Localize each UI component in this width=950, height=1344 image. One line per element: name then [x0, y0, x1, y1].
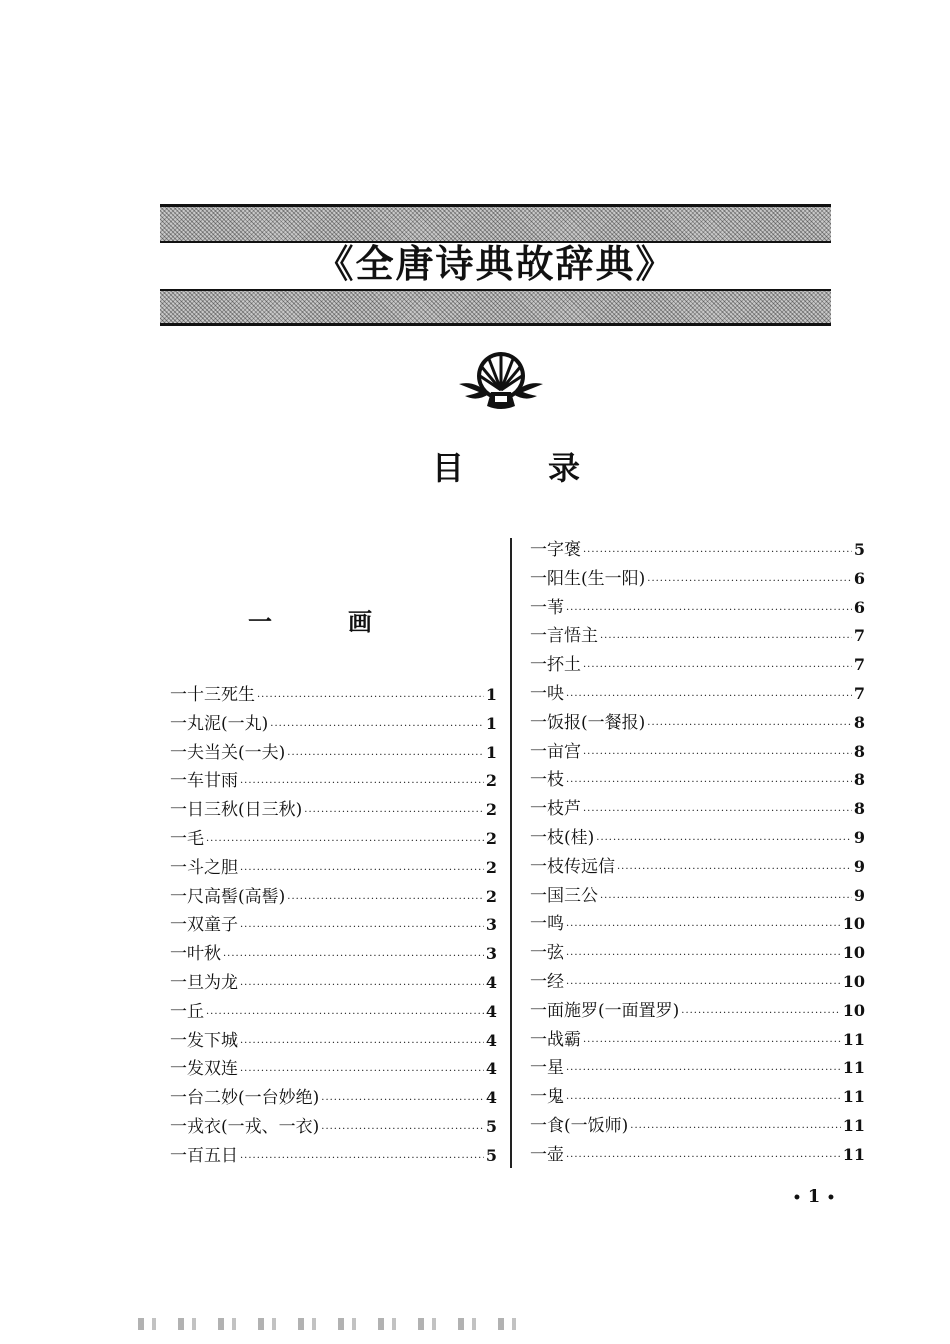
column-divider — [510, 538, 512, 1168]
toc-entry[interactable] — [170, 825, 497, 854]
entry-term: 一经 — [530, 971, 564, 992]
entry-term: 一夫当关(一夫) — [170, 742, 286, 763]
toc-entry[interactable] — [530, 651, 865, 680]
toc-entry[interactable] — [170, 1113, 497, 1142]
entry-page: 4 — [485, 972, 497, 992]
scan-artifact — [138, 1318, 518, 1330]
entry-term: 一面施罗(一面置罗) — [530, 1000, 680, 1021]
entry-page: 11 — [842, 1058, 865, 1078]
toc-entry[interactable] — [170, 911, 497, 940]
toc-entry[interactable] — [530, 1112, 865, 1141]
toc-entry[interactable] — [170, 796, 497, 825]
entry-page: 3 — [485, 944, 497, 964]
entry-term: 一毛 — [170, 828, 204, 849]
toc-entry[interactable] — [530, 882, 865, 911]
entry-term: 一台二妙(一台妙绝) — [170, 1088, 320, 1109]
entry-term: 一饭报(一餐报) — [530, 712, 646, 733]
entry-page: 9 — [853, 885, 865, 905]
toc-entry[interactable] — [530, 853, 865, 882]
toc-entry[interactable] — [530, 795, 865, 824]
toc-entry[interactable] — [530, 536, 865, 565]
toc-entry[interactable] — [170, 998, 497, 1027]
toc-column-right — [530, 536, 865, 1170]
entry-page: 1 — [485, 713, 497, 733]
entry-term: 一日三秋(日三秋) — [170, 800, 303, 821]
entry-page: 4 — [485, 1030, 497, 1050]
toc-entry[interactable] — [530, 594, 865, 623]
section-heading-one-stroke — [248, 604, 388, 640]
entry-page: 9 — [853, 856, 865, 876]
entry-page: 7 — [853, 626, 865, 646]
entry-term: 一星 — [530, 1058, 564, 1079]
toc-entry[interactable] — [530, 824, 865, 853]
entry-term: 一鸣 — [530, 914, 564, 935]
entry-page: 11 — [842, 1029, 865, 1049]
entry-page: 5 — [485, 1116, 497, 1136]
toc-entry[interactable] — [530, 766, 865, 795]
toc-heading-char-2: 录 — [548, 449, 581, 487]
entry-term: 一吷 — [530, 683, 564, 704]
entry-page: 10 — [842, 1000, 865, 1020]
toc-entry[interactable] — [170, 710, 497, 739]
entry-page: 7 — [853, 683, 865, 703]
title-band-top — [160, 204, 831, 243]
folio-bullet-left: • — [792, 1190, 802, 1206]
toc-entry[interactable] — [530, 997, 865, 1026]
entry-term: 一十三死生 — [170, 685, 255, 705]
entry-term: 一丸泥(一丸) — [170, 713, 269, 734]
toc-entry[interactable] — [170, 883, 497, 912]
entry-page: 7 — [853, 655, 865, 675]
entry-term: 一国三公 — [530, 885, 598, 906]
toc-entry[interactable] — [530, 939, 865, 968]
entry-term: 一苇 — [530, 597, 564, 618]
entry-page: 11 — [842, 1144, 865, 1164]
entry-term: 一发下城 — [170, 1030, 238, 1051]
toc-entry[interactable] — [170, 1055, 497, 1084]
toc-entry[interactable] — [170, 969, 497, 998]
entry-page: 3 — [485, 915, 497, 935]
toc-entry[interactable] — [170, 940, 497, 969]
entry-term: 一枝 — [530, 770, 564, 791]
entry-page: 11 — [842, 1087, 865, 1107]
entry-page: 4 — [485, 1059, 497, 1079]
toc-entry[interactable] — [530, 565, 865, 594]
entry-page: 10 — [842, 914, 865, 934]
entry-page: 4 — [485, 1001, 497, 1021]
toc-column-left — [170, 681, 497, 1171]
entry-page: 5 — [485, 1145, 497, 1165]
entry-page: 8 — [853, 799, 865, 819]
entry-page: 6 — [853, 568, 865, 588]
toc-entry[interactable] — [530, 738, 865, 767]
entry-term: 一食(一饭师) — [530, 1115, 629, 1136]
toc-entry[interactable] — [170, 1027, 497, 1056]
entry-term: 一阳生(生一阳) — [530, 568, 646, 589]
entry-term: 一戎衣(一戎、一衣) — [170, 1116, 320, 1137]
entry-term: 一壶 — [530, 1144, 564, 1165]
page-number — [786, 1184, 842, 1210]
entry-page: 1 — [485, 685, 497, 704]
entry-term: 一斗之胆 — [170, 857, 238, 878]
toc-entry[interactable] — [170, 739, 497, 768]
entry-term: 一弦 — [530, 943, 564, 964]
toc-entry[interactable] — [530, 709, 865, 738]
book-title: 《全唐诗典故辞典》 — [315, 241, 676, 286]
section-heading-char-2: 画 — [348, 607, 372, 636]
toc-entry[interactable] — [170, 681, 497, 710]
entry-page: 8 — [853, 712, 865, 732]
entry-term: 一发双连 — [170, 1059, 238, 1080]
toc-entry[interactable] — [530, 1083, 865, 1112]
entry-page: 2 — [485, 771, 497, 791]
toc-entry[interactable] — [530, 622, 865, 651]
entry-page: 6 — [853, 597, 865, 617]
entry-term: 一战霸 — [530, 1029, 581, 1050]
toc-entry[interactable] — [530, 680, 865, 709]
entry-page: 5 — [853, 540, 865, 559]
entry-term: 一叶秋 — [170, 944, 221, 965]
entry-page: 2 — [485, 857, 497, 877]
entry-page: 8 — [853, 741, 865, 761]
toc-entry[interactable] — [530, 1026, 865, 1055]
page-number-value: 1 — [807, 1186, 821, 1207]
entry-page: 10 — [842, 971, 865, 991]
toc-entry[interactable] — [530, 1141, 865, 1170]
entry-page: 1 — [485, 742, 497, 762]
toc-entry[interactable] — [530, 910, 865, 939]
entry-term: 一抔土 — [530, 655, 581, 676]
title-band-bottom — [160, 289, 831, 326]
entry-term: 一双童子 — [170, 915, 238, 936]
entry-term: 一鬼 — [530, 1087, 564, 1108]
entry-term: 一字褒 — [530, 540, 581, 560]
section-heading-char-1: 一 — [248, 607, 272, 636]
entry-term: 一尺高髻(高髻) — [170, 886, 286, 907]
entry-page: 11 — [842, 1115, 865, 1135]
toc-entry[interactable] — [530, 968, 865, 997]
entry-page: 2 — [485, 886, 497, 906]
entry-term: 一枝传远信 — [530, 856, 615, 877]
toc-heading — [432, 446, 592, 490]
toc-entry[interactable] — [530, 1054, 865, 1083]
toc-entry[interactable] — [170, 854, 497, 883]
floral-ornament-icon — [455, 346, 547, 414]
folio-bullet-right: • — [826, 1190, 836, 1206]
toc-entry[interactable] — [170, 1142, 497, 1171]
entry-term: 一百五日 — [170, 1145, 238, 1166]
entry-page: 2 — [485, 828, 497, 848]
entry-page: 10 — [842, 943, 865, 963]
entry-page: 2 — [485, 800, 497, 820]
entry-page: 9 — [853, 827, 865, 847]
toc-entry[interactable] — [170, 767, 497, 796]
entry-page: 4 — [485, 1088, 497, 1108]
entry-term: 一亩宫 — [530, 741, 581, 762]
entry-term: 一枝(桂) — [530, 827, 595, 848]
toc-heading-char-1: 目 — [432, 449, 465, 487]
entry-term: 一枝芦 — [530, 799, 581, 820]
entry-term: 一丘 — [170, 1001, 204, 1022]
entry-term: 一旦为龙 — [170, 972, 238, 993]
toc-entry[interactable] — [170, 1084, 497, 1113]
entry-term: 一言悟主 — [530, 626, 598, 647]
entry-page: 8 — [853, 770, 865, 790]
entry-term: 一车甘雨 — [170, 771, 238, 792]
